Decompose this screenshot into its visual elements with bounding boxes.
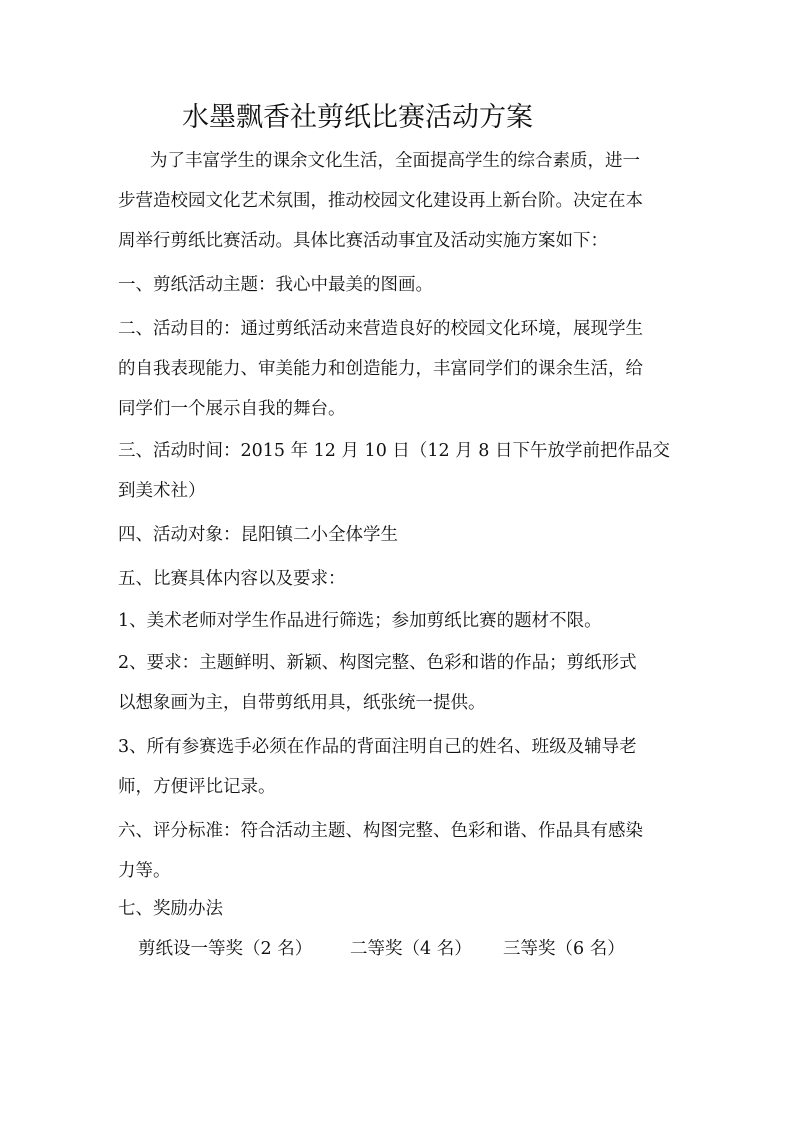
intro-line-3: 周举行剪纸比赛活动。具体比赛活动事宜及活动实施方案如下： <box>118 231 608 251</box>
section-criteria-line-2: 力等。 <box>118 861 171 881</box>
section-time-line-2: 到美术社） <box>118 481 206 501</box>
requirement-2-line-1: 2、要求：主题鲜明、新颖、构图完整、色彩和谐的作品；剪纸形式 <box>118 653 637 673</box>
award-second-prize: 二等奖（4 名） <box>350 939 472 959</box>
section-rewards-heading: 七、奖励办法 <box>118 899 223 919</box>
section-purpose-line-3: 同学们一个展示自我的舞台。 <box>118 399 346 419</box>
award-first-prize: 剪纸设一等奖（2 名） <box>138 939 313 959</box>
award-third-prize: 三等奖（6 名） <box>503 939 625 959</box>
requirement-3-line-1: 3、所有参赛选手必须在作品的背面注明自己的姓名、班级及辅导老 <box>118 737 637 757</box>
intro-line-1: 为了丰富学生的课余文化生活，全面提高学生的综合素质，进一 <box>150 151 640 171</box>
section-time-line-1: 三、活动时间：2015 年 12 月 10 日（12 月 8 日下午放学前把作品交 <box>118 441 670 461</box>
document-title: 水墨飘香社剪纸比赛活动方案 <box>182 102 533 133</box>
requirement-3-line-2: 师，方便评比记录。 <box>118 777 276 797</box>
section-requirements-heading: 五、比赛具体内容以及要求： <box>118 569 346 589</box>
section-purpose-line-2: 的自我表现能力、审美能力和创造能力，丰富同学们的课余生活，给 <box>118 359 643 379</box>
requirement-1: 1、美术老师对学生作品进行筛选；参加剪纸比赛的题材不限。 <box>118 611 602 631</box>
section-purpose-line-1: 二、活动目的：通过剪纸活动来营造良好的校园文化环境，展现学生 <box>118 319 643 339</box>
section-theme: 一、剪纸活动主题：我心中最美的图画。 <box>118 275 433 295</box>
requirement-2-line-2: 以想象画为主，自带剪纸用具，纸张统一提供。 <box>118 693 486 713</box>
section-target: 四、活动对象：昆阳镇二小全体学生 <box>118 525 398 545</box>
intro-line-2: 步营造校园文化艺术氛围，推动校园文化建设再上新台阶。决定在本 <box>118 191 643 211</box>
awards-row <box>138 936 625 962</box>
section-criteria-line-1: 六、评分标准：符合活动主题、构图完整、色彩和谐、作品具有感染 <box>118 821 643 841</box>
